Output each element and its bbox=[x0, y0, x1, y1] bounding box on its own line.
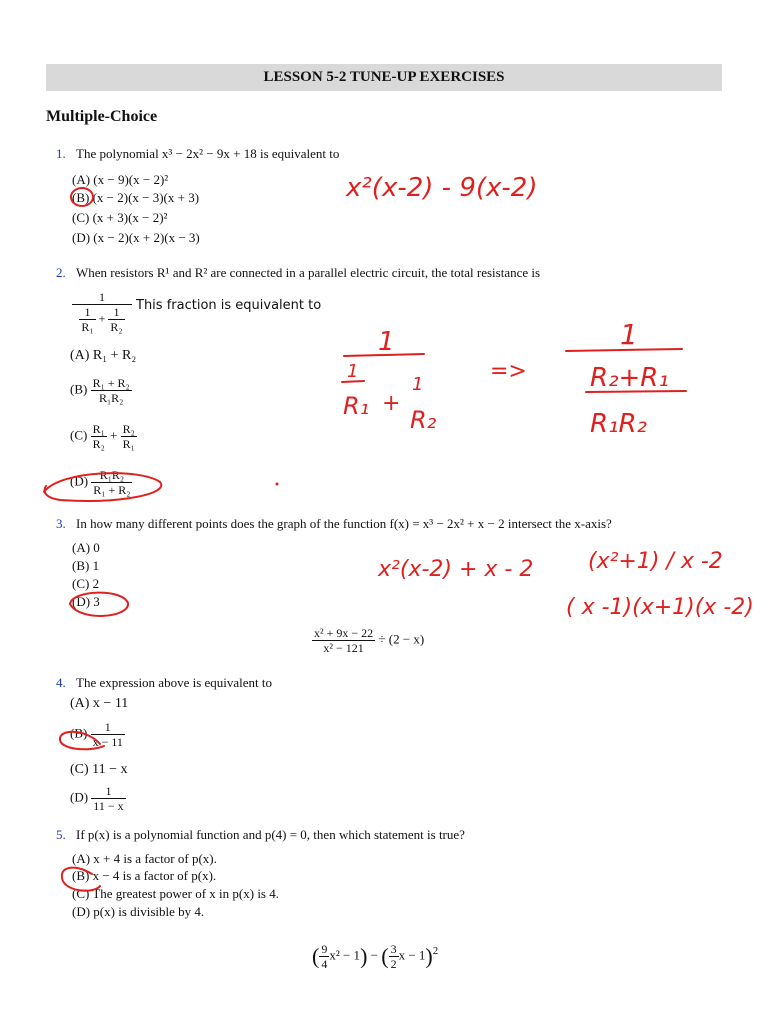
option-denominator: R₁R₂ bbox=[98, 391, 124, 405]
option-label: (C) bbox=[70, 427, 88, 443]
answer-circle-3d bbox=[70, 593, 128, 616]
ink-result-numerator: 1 bbox=[620, 318, 638, 351]
option-3d: (D) 3 bbox=[72, 594, 100, 609]
ink-dot bbox=[276, 483, 279, 486]
option-label: (B) bbox=[70, 725, 88, 741]
option-1c: (C) (x + 3)(x − 2)² bbox=[72, 210, 168, 225]
expression-exponent: 2 bbox=[432, 945, 439, 958]
option-5a: (A) x + 4 is a factor of p(x). bbox=[72, 851, 217, 866]
option-2a: (A) R₁ + R₂ bbox=[70, 348, 137, 363]
ink-numerator: 1 bbox=[378, 327, 395, 357]
question-number: 5. bbox=[56, 827, 66, 842]
option-denominator: R₁ bbox=[122, 437, 135, 451]
option-numerator: 1 bbox=[91, 784, 125, 799]
expression-term: x − 1 bbox=[398, 947, 426, 963]
option-5d: (D) p(x) is divisible by 4. bbox=[72, 904, 205, 919]
answer-circle-1b bbox=[71, 188, 93, 206]
option-denominator: x − 11 bbox=[92, 735, 123, 749]
expression-denominator: x² − 121 bbox=[323, 641, 364, 655]
option-denominator: R₂ bbox=[92, 437, 105, 451]
answer-circle-5b bbox=[62, 868, 100, 891]
page-title: LESSON 5-2 TUNE-UP EXERCISES bbox=[46, 64, 722, 91]
ink-arrow: => bbox=[490, 359, 527, 384]
ink-r2: R₂ bbox=[410, 406, 437, 434]
option-1a: (A) (x − 9)(x − 2)² bbox=[72, 172, 169, 187]
option-5b: (B) x − 4 is a factor of p(x). bbox=[72, 868, 217, 883]
expression-numerator: x² + 9x − 22 bbox=[314, 626, 374, 640]
ink-one-a: 1 bbox=[347, 361, 359, 382]
ink-line-3c: ( x -1)(x+1)(x -2) bbox=[566, 595, 754, 620]
question-number: 1. bbox=[56, 146, 66, 161]
question-text: In how many different points does the graph of the function f(x) = x³ − 2x² + x − 2 intersect the x-axis? bbox=[76, 516, 612, 531]
option-label: (D) bbox=[70, 473, 89, 489]
option-3b: (B) 1 bbox=[72, 558, 100, 573]
answer-circle-2d bbox=[44, 473, 161, 501]
ink-plus: + bbox=[382, 391, 401, 416]
section-heading: Multiple-Choice bbox=[46, 108, 158, 125]
question-text: When resistors R¹ and R² are connected in a parallel electric circuit, the total resistance is bbox=[76, 265, 541, 280]
option-numerator: 1 bbox=[91, 720, 125, 735]
option-1d: (D) (x − 2)(x + 2)(x − 3) bbox=[72, 230, 200, 245]
term-numerator: 1 bbox=[108, 305, 124, 320]
ink-result-denominator: R₁R₂ bbox=[590, 409, 647, 439]
option-numerator: R₁R₂ bbox=[91, 468, 132, 483]
option-numerator: R₁ bbox=[92, 422, 105, 436]
ink-line-3b: (x²+1) / x -2 bbox=[588, 549, 723, 574]
option-numerator: R₂ bbox=[122, 422, 135, 436]
fraction-numerator: 1 bbox=[72, 290, 132, 305]
ink-one-b: 1 bbox=[412, 374, 424, 395]
option-3a: (A) 0 bbox=[72, 540, 100, 555]
option-label: (D) bbox=[70, 789, 89, 805]
question-number: 2. bbox=[56, 265, 66, 280]
option-denominator: R₁ + R₂ bbox=[93, 483, 131, 497]
term-numerator: 1 bbox=[79, 305, 95, 320]
ink-line-3a: x²(x-2) + x - 2 bbox=[378, 557, 534, 582]
expression-tail: ÷ (2 − x) bbox=[378, 631, 425, 647]
option-numerator: R₁ + R₂ bbox=[92, 376, 130, 390]
question-text: If p(x) is a polynomial function and p(4) = 0, then which statement is true? bbox=[76, 827, 465, 842]
expression-term: x² − 1 bbox=[329, 947, 361, 963]
fraction-lead-text: This fraction is equivalent to bbox=[136, 298, 322, 313]
expression-6: ( $\frac{9}{4}$ x² − 1) − ( $\frac{3}{2}$ x − 1)$^2$ bbox=[312, 942, 439, 971]
option-label: (B) bbox=[70, 381, 88, 397]
expression-numerator: 9 bbox=[321, 942, 328, 956]
ink-r1: R₁ bbox=[343, 392, 370, 420]
fraction-denominator: $\frac{1}{\text{R₁}}$ + $\frac{1}{\text{R₂}}$ bbox=[81, 305, 123, 334]
expression-numerator: 3 bbox=[390, 942, 397, 956]
option-4a: (A) x − 11 bbox=[70, 696, 129, 711]
answer-circle-4b bbox=[60, 732, 104, 750]
option-4c: (C) 11 − x bbox=[70, 762, 128, 777]
option-3c: (C) 2 bbox=[72, 576, 100, 591]
option-denominator: 11 − x bbox=[93, 799, 124, 813]
ink-line-1: x²(x-2) - 9(x-2) bbox=[346, 173, 538, 203]
term-r2: R₂ bbox=[110, 320, 123, 334]
option-2c: (C) $\frac{\text{R₁}}{\text{R₂}}$ + $\frac{\text{R₂}}{\text{R₁}}$ bbox=[70, 422, 135, 451]
expression-operator: − bbox=[370, 947, 378, 963]
expression-denominator: 4 bbox=[321, 957, 328, 971]
expression-denominator: 2 bbox=[390, 957, 397, 971]
question-number: 4. bbox=[56, 675, 66, 690]
question-text: The expression above is equivalent to bbox=[76, 675, 273, 690]
option-5c: (C) The greatest power of x in p(x) is 4. bbox=[72, 886, 279, 901]
term-r1: R₁ bbox=[81, 320, 94, 334]
option-1b: (B) (x − 2)(x − 3)(x + 3) bbox=[72, 190, 200, 205]
ink-result-middle: R₂+R₁ bbox=[590, 363, 669, 393]
question-number: 3. bbox=[56, 516, 66, 531]
question-text: The polynomial x³ − 2x² − 9x + 18 is equivalent to bbox=[76, 146, 340, 161]
